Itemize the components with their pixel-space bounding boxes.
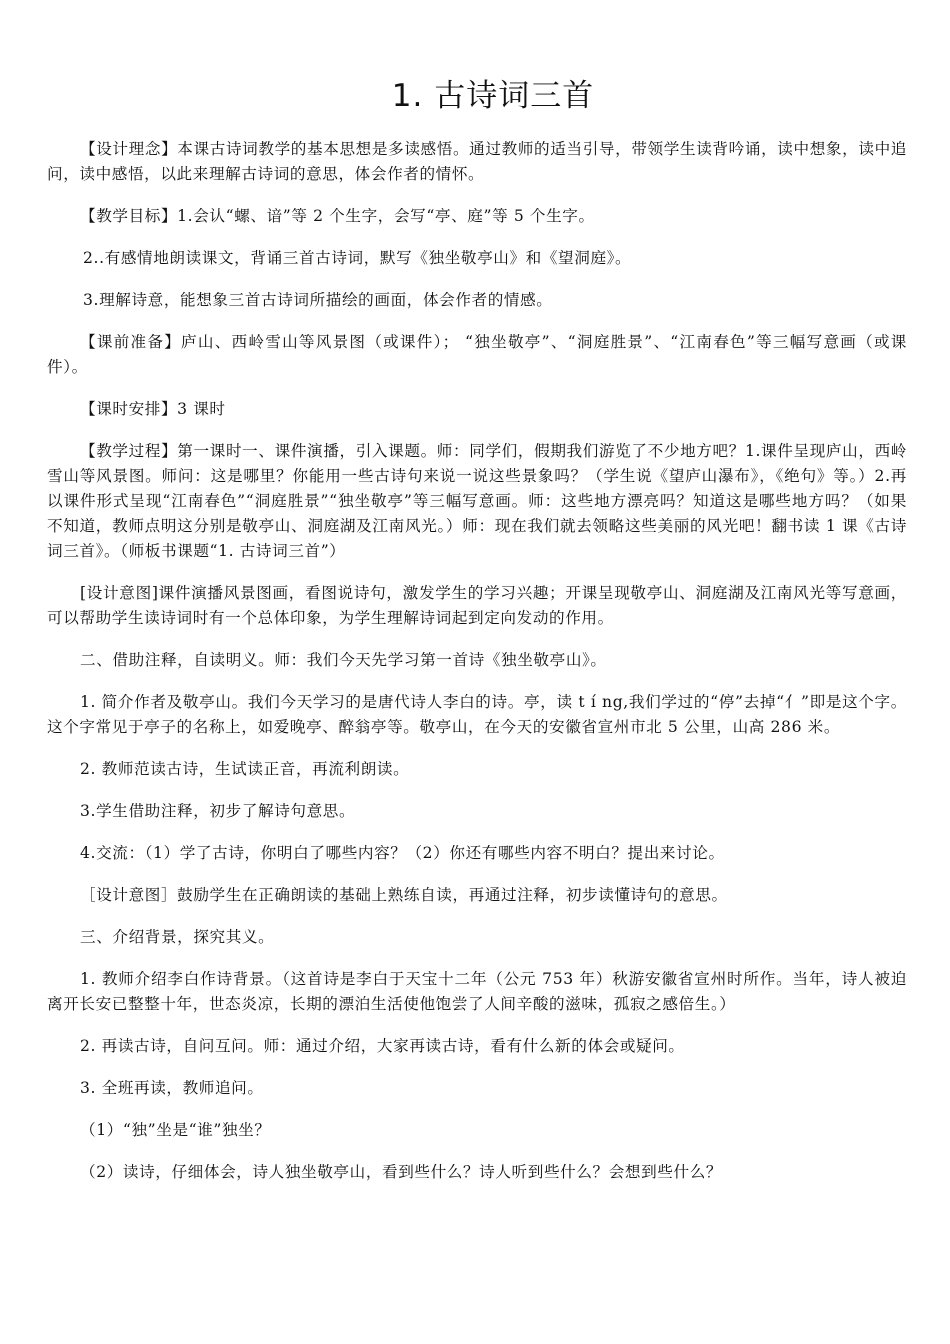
paragraph-discussion: 4.交流：（1）学了古诗，你明白了哪些内容？（2）你还有哪些内容不明白？提出来讨论。	[80, 844, 725, 862]
paragraph-background: 1. 教师介绍李白作诗背景。（这首诗是李白于天宝十二年（公元 753 年）秋游安徽省宣州时所作。当年，诗人被迫离开长安已整整十年，世态炎凉，长期的漂泊生活使他饱尝了人间辛酸的滋味，孤寂之感倍生。）	[47, 970, 907, 1013]
paragraph-reread: 2. 再读古诗，自问互问。师：通过介绍，大家再读古诗，看有什么新的体会或疑问。	[80, 1037, 685, 1055]
paragraph-teaching-goal-3: 3.理解诗意，能想象三首古诗词所描绘的画面，体会作者的情感。	[83, 291, 553, 309]
paragraph-section-three: 三、介绍背景，探究其义。	[80, 928, 275, 946]
page-title: 1. 古诗词三首	[391, 78, 595, 114]
paragraph-question-1: （1）“独”坐是“谁”独坐？	[80, 1121, 271, 1139]
paragraph-notes: 3.学生借助注释，初步了解诗句意思。	[80, 802, 356, 820]
paragraph-class-reading: 3. 全班再读，教师追问。	[80, 1079, 264, 1097]
paragraph-preparation: 【课前准备】庐山、西岭雪山等风景图（或课件）； “独坐敬亭”、“洞庭胜景”、“江南春色”等三幅写意画（或课件）。	[47, 333, 907, 376]
paragraph-design-concept: 【设计理念】本课古诗词教学的基本思想是多读感悟。通过教师的适当引导，带领学生读背吟诵，读中想象，读中追问，读中感悟，以此来理解古诗词的意思，体会作者的情怀。	[47, 140, 907, 183]
paragraph-teaching-process: 【教学过程】第一课时一、课件演播，引入课题。师：同学们，假期我们游览了不少地方吧？1.课件呈现庐山，西岭雪山等风景图。师问：这是哪里？你能用一些古诗句来说一说这些景象吗？（学生说《望庐山瀑布》，《绝句》等。）2.再以课件形式呈现“江南春色”“洞庭胜景”“独坐敬亭”等三幅写意画。师：这些地方漂亮吗？知道这是哪些地方吗？（如果不知道，教师点明这分别是敬亭山、洞庭湖及江南风光。）师：现在我们就去领略这些美丽的风光吧！翻书读 1 课《古诗词三首》。（师板书课题“1. 古诗词三首”）	[47, 442, 907, 560]
paragraph-question-2: （2）读诗，仔细体会，诗人独坐敬亭山，看到些什么？诗人听到些什么？会想到些什么？	[80, 1163, 723, 1181]
paragraph-teaching-goal-1: 【教学目标】1.会认“螺、谙”等 2 个生字，会写“亭、庭”等 5 个生字。	[80, 207, 595, 225]
paragraph-design-intent-2: ［设计意图］鼓励学生在正确朗读的基础上熟练自读，再通过注释，初步读懂诗句的意思。	[80, 886, 728, 904]
paragraph-model-reading: 2. 教师范读古诗，生试读正音，再流利朗读。	[80, 760, 410, 778]
paragraph-author-intro: 1. 简介作者及敬亭山。我们今天学习的是唐代诗人李白的诗。亭，读 t í ng,我们学过的“停”去掉“亻”即是这个字。这个字常见于亭子的名称上，如爱晚亭、醉翁亭等。敬亭山，在今天的安徽省宣州市北 5 公里，山高 286 米。	[47, 693, 907, 736]
paragraph-design-intent-1: [设计意图]课件演播风景图画，看图说诗句，激发学生的学习兴趣；开课呈现敬亭山、洞庭湖及江南风光等写意画，可以帮助学生读诗词时有一个总体印象，为学生理解诗词起到定向发动的作用。	[47, 584, 907, 627]
paragraph-schedule: 【课时安排】3 课时	[80, 400, 226, 418]
document-body	[47, 137, 907, 1202]
paragraph-section-two: 二、借助注释，自读明义。师：我们今天先学习第一首诗《独坐敬亭山》。	[80, 651, 607, 669]
paragraph-teaching-goal-2: 2..有感情地朗读课文，背诵三首古诗词，默写《独坐敬亭山》和《望洞庭》。	[83, 249, 632, 267]
